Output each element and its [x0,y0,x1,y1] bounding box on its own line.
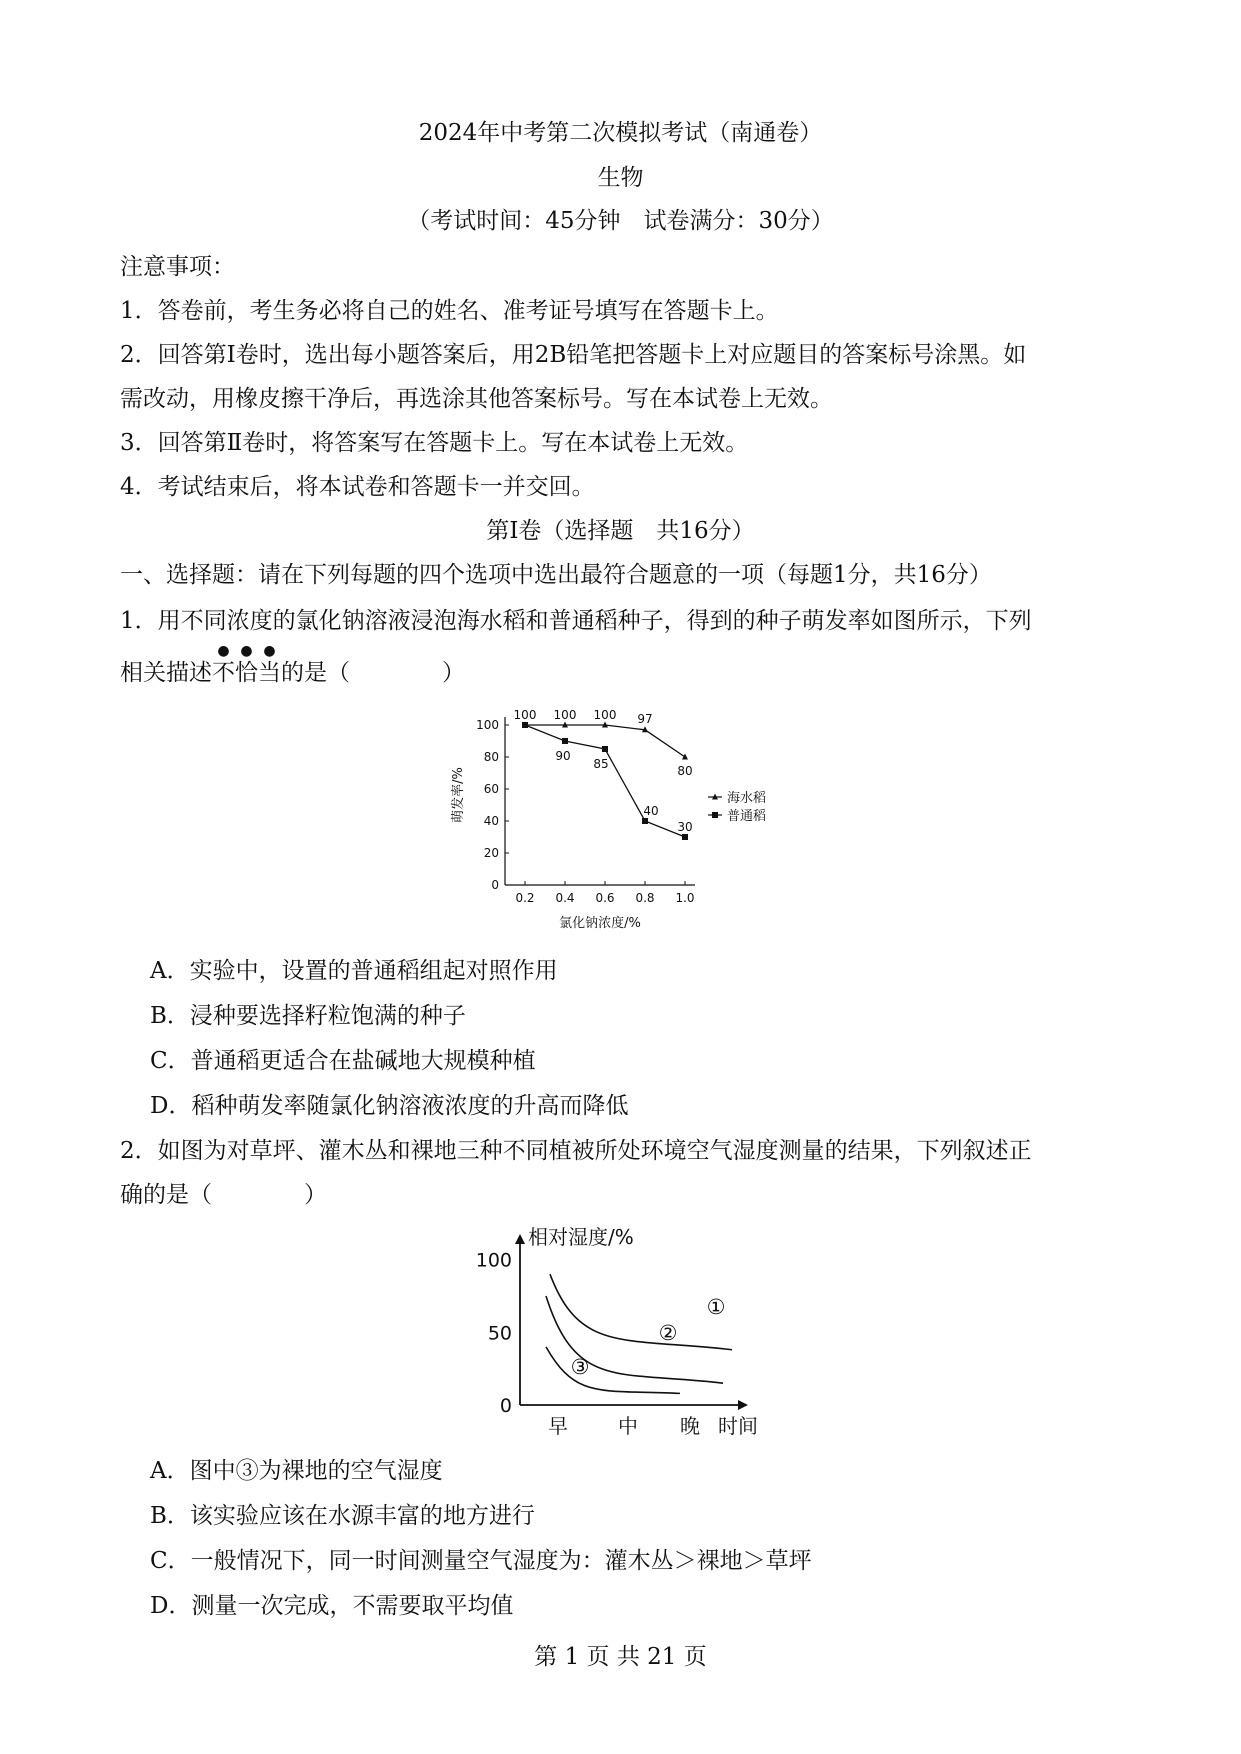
data-point-square [522,722,528,728]
data-label: 100 [553,708,577,722]
x-tick-label: 0.2 [515,891,535,905]
y-tick-label: 100 [475,1249,512,1272]
data-point-triangle [682,754,688,760]
x-tick-label: 0.4 [555,891,575,905]
x-axis-label: 氯化钠浓度/% [559,916,641,931]
emphasis-char: ● 恰 [235,643,258,686]
y-tick-label: 60 [483,782,499,796]
q1-stem-post: 的是（ ） [281,660,465,686]
x-tick-label: 中 [618,1414,638,1438]
data-point-square [562,738,568,744]
q2-option-d[interactable]: D．测量一次完成，不需要取平均值 [150,1593,514,1619]
note-item: 1．答卷前，考生务必将自己的姓名、准考证号填写在答题卡上。 [120,298,779,324]
x-axis-arrow [738,1400,748,1410]
x-tick-label: 早 [548,1414,568,1438]
exam-subject: 生物 [597,165,644,191]
y-tick-label: 20 [483,846,499,860]
series-line-putongdao [525,725,685,837]
germination-chart [440,705,800,935]
legend-marker-square [712,812,718,818]
q2-stem-line1: 2．如图为对草坪、灌木丛和裸地三种不同植被所处环境空气湿度测量的结果，下列叙述正 [120,1138,1032,1164]
q2-option-c[interactable]: C．一般情况下，同一时间测量空气湿度为：灌木丛＞裸地＞草坪 [150,1548,812,1574]
series-label: ① [706,1295,726,1319]
legend-label: 海水稻 [727,791,767,806]
data-label: 100 [593,708,617,722]
x-tick-label: 1.0 [675,891,695,905]
q1-option-d[interactable]: D．稻种萌发率随氯化钠溶液浓度的升高而降低 [150,1093,629,1119]
series-label: ② [658,1321,678,1345]
humidity-curve [550,1274,732,1350]
data-point-square [642,818,648,824]
q2-stem-line2: 确的是（ ） [120,1182,327,1208]
q1-stem-line2 [120,643,465,688]
data-label: 90 [555,749,571,763]
x-tick-label: 0.8 [635,891,655,905]
data-label: 100 [513,708,537,722]
q1-option-c[interactable]: C．普通稻更适合在盐碱地大规模种植 [150,1048,536,1074]
data-point-square [602,746,608,752]
y-axis-arrow [515,1234,525,1244]
data-point-square [682,834,688,840]
q1-option-b[interactable]: B．浸种要选择籽粒饱满的种子 [150,1003,466,1029]
y-tick-label: 0 [499,1395,512,1417]
q1-stem-pre: 相关描述 [120,660,212,686]
x-tick-label: 0.6 [595,891,615,905]
q2-option-b[interactable]: B．该实验应该在水源丰富的地方进行 [150,1503,535,1529]
series-line-haishuidao [525,725,685,757]
note-item: 3．回答第Ⅱ卷时，将答案写在答题卡上。写在本试卷上无效。 [120,430,749,456]
y-tick-label: 0 [491,878,499,892]
data-label: 97 [637,711,653,726]
data-label: 85 [593,757,609,771]
y-tick-label: 40 [483,814,499,828]
emphasis-char: ● 不 [212,643,235,686]
emphasis-char: ● 当 [258,643,281,686]
y-axis-label: 相对湿度/% [528,1225,634,1249]
x-tick-label: 晚 [680,1414,700,1438]
data-label: 80 [677,764,693,778]
exam-title: 2024年中考第二次模拟考试（南通卷） [418,120,823,146]
x-axis-label: 时间 [718,1414,758,1438]
note-item: 需改动，用橡皮擦干净后，再选涂其他答案标号。写在本试卷上无效。 [120,386,833,412]
y-axis-label: 萌发率/% [451,767,466,823]
q1-option-a[interactable]: A．实验中，设置的普通稻组起对照作用 [150,958,558,984]
humidity-curve [546,1347,680,1394]
legend-label: 普通稻 [727,809,767,824]
series-label: ③ [570,1355,590,1379]
data-label: 40 [643,804,659,818]
section-title: 第Ⅰ卷（选择题 共16分） [486,518,755,544]
y-tick-label: 100 [476,718,499,732]
page-footer: 第 1 页 共 21 页 [534,1644,707,1670]
notes-heading: 注意事项： [120,254,235,280]
data-label: 30 [677,820,693,834]
exam-info: （考试时间：45分钟 试卷满分：30分） [407,208,834,234]
section-instruction: 一、选择题：请在下列每题的四个选项中选出最符合题意的一项（每题1分，共16分） [120,562,992,588]
q2-option-a[interactable]: A．图中③为裸地的空气湿度 [150,1458,443,1484]
note-item: 4．考试结束后，将本试卷和答题卡一并交回。 [120,474,595,500]
y-tick-label: 50 [487,1322,512,1345]
humidity-chart [470,1222,780,1442]
note-item: 2．回答第Ⅰ卷时，选出每小题答案后，用2B铅笔把答题卡上对应题目的答案标号涂黑。如 [120,342,1027,368]
q1-stem-line1: 1．用不同浓度的氯化钠溶液浸泡海水稻和普通稻种子，得到的种子萌发率如图所示，下列 [120,608,1032,634]
y-tick-label: 80 [483,750,499,764]
